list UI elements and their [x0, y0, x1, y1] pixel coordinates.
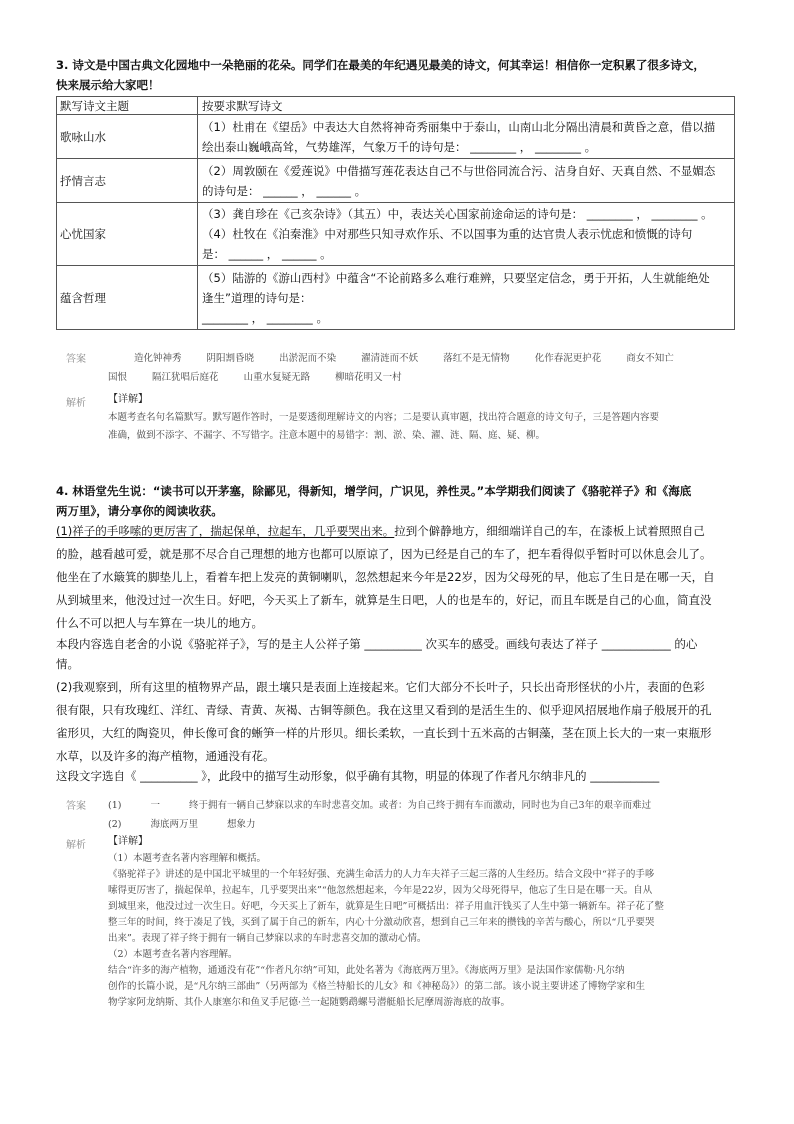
q4-p1-line: 什么不可以把人与车算在一块儿的地方。 — [56, 616, 263, 630]
detail-line: 《骆驼祥子》讲述的是中国北平城里的一个年轻好强、充满生命活力的人力车夫祥子三起三落的人生经历。结合文段中“祥子的手哆 — [108, 869, 655, 880]
p1-rest: 拉到个僻静地方，细细端详自己的车，在漆板上试着照照自己 — [394, 524, 705, 538]
answer-item: 国恨 — [108, 372, 128, 383]
answer-item: 出淤泥而不染 — [279, 353, 337, 364]
requirement-line: 的诗句是： ______ ， ______ 。 — [202, 183, 367, 198]
detail-line: 物学家阿龙纳斯、其仆人康塞尔和鱼叉手尼德·兰一起随鹦鹉螺号潜艇船长尼摩周游海底的故事。 — [108, 997, 511, 1008]
detail-line: （2）本题考查名著内容理解。 — [108, 949, 238, 960]
requirement-line: 绘出泰山巍峨高耸，气势雄浑，气象万千的诗句是： ________ ， ________ 。 — [202, 139, 597, 154]
answer-item: 造化钟神秀 — [134, 353, 182, 364]
answer-item: 化作春泥更护花 — [534, 353, 602, 364]
answer-item: 山重水复疑无路 — [243, 372, 311, 383]
q4-p1-line: 他坐在了水簸箕的脚垫儿上，看着车把上发亮的黄铜喇叭，忽然想起来今年是22岁，因为父母死的早，他忘了生日是在哪一天，自 — [56, 570, 715, 584]
table-header-row — [57, 97, 735, 115]
answer-number: (1) — [108, 800, 122, 811]
detail-line: 整三年的时间，终于凑足了钱，买到了属于自己的新车，内心十分激动欣喜，想到自己三年来的攒钱的辛苦与酸心，所以“几乎要哭 — [108, 917, 655, 928]
detail-line: 结合“许多的海产植物，通通没有花”“作者凡尔纳”可知，此处名著为《海底两万里》。《海底两万里》是法国作家儒勒·凡尔纳 — [108, 965, 625, 976]
table-row — [57, 203, 735, 266]
answer-item: 阴阳割昏晓 — [206, 353, 255, 364]
requirement-line: 是： ______ ， ______ 。 — [202, 247, 332, 261]
row-requirement — [198, 203, 735, 266]
detail-line: （1）本题考查名著内容理解和概括。 — [108, 853, 267, 864]
poem-table — [56, 96, 735, 330]
answer-item: 终于拥有一辆自己梦寐以求的车时悲喜交加。或者：为自己终于拥有车而激动，同时也为自己3年的艰辛而难过 — [189, 800, 652, 811]
row-requirement — [198, 115, 735, 159]
q3-stem-line2: 快来展示给大家吧！ — [56, 78, 160, 92]
q4-p2-line: 这段文字选自《 __________ 》，此段中的描写生动形象，似乎确有其物，明显的体现了作者凡尔纳非凡的 ____________ — [56, 769, 660, 783]
q4-p2-line: 水草，以及许多的海产植物，通通没有花。 — [56, 749, 275, 763]
table-row — [57, 115, 735, 159]
answer-item: 商女不知亡 — [626, 353, 674, 364]
q4-detail-block — [108, 851, 664, 1011]
q3-answers-line2 — [108, 369, 402, 383]
q3-answers-line1 — [108, 350, 674, 364]
q4-p1-line: 的脸，越看越可爱，就是那不尽合自己理想的地方也都可以原谅了，因为已经是自己的车了，把车看得似乎暂时可以休息会儿了。 — [56, 547, 712, 561]
requirement-line: （3）龚自珍在《己亥杂诗》（其五）中，表达关心国家前途命运的诗句是： ________ ， ________ 。 — [202, 207, 713, 221]
answer-item: 一 — [150, 800, 161, 811]
q4-p2-line: (2)我观察到，所有这里的植物界产品，跟土壤只是表面上连接起来。它们大部分不长叶子，只长出奇形怪状的小片，表面的色彩 — [56, 680, 705, 694]
table-row — [57, 159, 735, 203]
q4-answer-row1 — [108, 797, 651, 811]
detail-line: 出来”。表现了祥子终于拥有一辆自己梦寐以求的车时悲喜交加的激动心情。 — [108, 933, 427, 944]
q4-answer-row2 — [108, 816, 256, 830]
answer-item: 海底两万里 — [150, 819, 199, 830]
row-theme: 心忧国家 — [57, 203, 198, 266]
q4-detail-title: 【详解】 — [108, 836, 148, 847]
q3-detail-line2: 准确，做到不添字、不漏字、不写错字。注意本题中的易错字：割、淤、染、濯、涟、隔、庭、疑、柳。 — [108, 430, 546, 441]
answer-item: 柳暗花明又一村 — [335, 372, 402, 383]
underlined-sentence: (1)祥子的手哆嗦的更厉害了，揣起保单，拉起车，几乎要哭出来。 — [56, 524, 395, 538]
row-theme: 抒情言志 — [57, 159, 198, 203]
answer-item: 隔江犹唱后庭花 — [152, 372, 219, 383]
row-theme: 歌咏山水 — [57, 115, 198, 159]
q4-stem-line1: 4. 林语堂先生说：“读书可以开茅塞，除鄙见，得新知，增学问，广识见，养性灵。”本学期我们阅读了《骆驼祥子》和《海底 — [56, 484, 692, 498]
q3-detail-title: 【详解】 — [108, 394, 148, 405]
q4-answer-label: 答案 — [66, 801, 86, 812]
row-requirement — [198, 159, 735, 203]
header-requirement: 按要求默写诗文 — [198, 97, 735, 115]
table-row — [57, 266, 735, 330]
answer-item: 濯清涟而不妖 — [361, 353, 419, 364]
q3-analysis-label: 解析 — [66, 398, 86, 409]
q3-stem-line1: 3. 诗文是中国古典文化园地中一朵艳丽的花朵。同学们在最美的年纪遇见最美的诗文，何其幸运！相信你一定积累了很多诗文， — [56, 58, 705, 72]
q4-p2-line: 很有限，只有玫瑰红、洋红、青绿、青黄、灰褐、古铜等颜色。我在这里又看到的是活生生的、似乎迎风招展地作扇子般展开的孔 — [56, 703, 712, 717]
row-requirement — [198, 266, 735, 330]
q4-p1-line: 本段内容选自老舍的小说《骆驼祥子》，写的是主人公祥子第 __________ 次买车的感受。画线句表达了祥子 ____________ 的心 — [56, 637, 698, 651]
q4-p1-line: 情。 — [56, 657, 79, 671]
header-theme: 默写诗文主题 — [57, 97, 198, 115]
answer-item: 想象力 — [227, 819, 256, 830]
row-theme: 蕴含哲理 — [57, 266, 198, 330]
q4-stem-line2: 两万里》，请分享你的阅读收获。 — [56, 504, 223, 518]
q4-analysis-label: 解析 — [66, 840, 86, 851]
q4-p1-first-line — [56, 519, 705, 543]
requirement-line: （5）陆游的《游山西村》中蕴含“不论前路多么难行难辨，只要坚定信念，勇于开拓，人生就能绝处 — [202, 270, 710, 285]
detail-line: 嗦得更厉害了，揣起保单，拉起车，几乎要哭出来”“他忽然想起来，今年是22岁，因为父母死得早，他忘了生日是在哪一天。自从 — [108, 885, 653, 896]
answer-item: 落红不是无情物 — [443, 353, 510, 364]
requirement-line: （4）杜牧在《泊秦淮》中对那些只知寻欢作乐、不以国事为重的达官贵人表示忧虑和愤慨的诗句 — [202, 227, 693, 241]
q4-p2-line: 雀形贝，大红的陶瓷贝，伸长像可食的蜥笋一样的片形贝。细长柔软，一直长到十五米高的古铜藻，茎在顶上长大的一束一束瓶形 — [56, 726, 712, 740]
q4-p1-line: 从到城里来，他没过过一次生日。好吧，今天买上了新车，就算是生日吧，人的也是车的，好记，而且车既是自己的心血，简直没 — [56, 593, 712, 607]
q3-detail-line1: 本题考查名句名篇默写。默写题作答时，一是要透彻理解诗文的内容；二是要认真审题，找出符合题意的诗文句子，三是答题内容要 — [108, 412, 660, 423]
requirement-line: （2）周敦颐在《爱莲说》中借描写莲花表达自己不与世俗同流合污、洁身自好、天真自然、不显媚态 — [202, 163, 716, 178]
q3-answer-label: 答案 — [66, 354, 86, 365]
requirement-line: ________ ， ________ 。 — [202, 310, 328, 325]
answer-number: (2) — [108, 819, 122, 830]
detail-line: 到城里来，他没过过一次生日。好吧，今天买上了新车，就算是生日吧”可概括出：祥子用血汗钱买了人生中第一辆新车。祥子花了整 — [108, 901, 664, 912]
requirement-line: 逢生”道理的诗句是： — [202, 290, 312, 305]
requirement-line: （1）杜甫在《望岳》中表达大自然将神奇秀丽集中于泰山，山南山北分隔出清晨和黄昏之意，借以描 — [202, 119, 716, 134]
detail-line: 创作的长篇小说，是“凡尔纳三部曲”（另两部为《格兰特船长的儿女》和《神秘岛》）的第二部。该小说主要讲述了博物学家和生 — [108, 981, 645, 992]
